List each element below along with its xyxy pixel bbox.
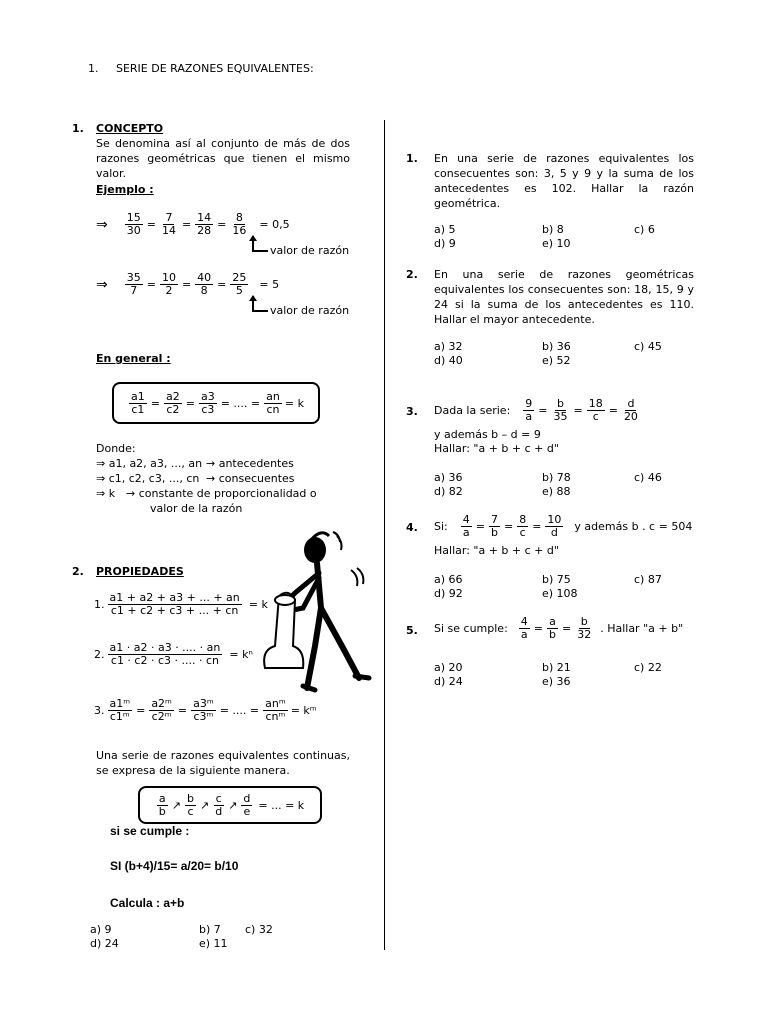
option: c) 46 bbox=[634, 471, 662, 484]
option: a) 5 bbox=[434, 223, 456, 236]
fraction: $\frac{40}{8}$ bbox=[197, 271, 212, 297]
column-divider bbox=[384, 120, 385, 950]
option: c) 32 bbox=[245, 923, 273, 936]
fraction: $\frac{35}{7}$ bbox=[126, 271, 141, 297]
fraction: b c bbox=[187, 791, 194, 818]
continuous-series-text: Una serie de razones equivalentes continuas, se expresa de la siguiente manera. bbox=[96, 749, 350, 777]
option: e) 88 bbox=[542, 485, 571, 498]
document-header bbox=[88, 62, 314, 75]
option: e) 52 bbox=[542, 354, 571, 367]
ratio-value: = 5 bbox=[259, 278, 280, 291]
option: a) 32 bbox=[434, 340, 463, 353]
example-1: ⇒ $\frac{15}{30}$ = $\frac{7}{14}$ = $\frac{14}{28}$ = $\frac{8}{16}$ = 0,5 bbox=[96, 211, 290, 237]
implies-arrow-icon: ⇒ bbox=[96, 216, 108, 233]
fraction: c d bbox=[215, 791, 223, 818]
option: c) 87 bbox=[634, 573, 662, 586]
option: e) 36 bbox=[542, 675, 571, 688]
donde-line-1a: ⇒ a1, a2, a3, ..., an bbox=[96, 457, 203, 470]
option: d) 24 bbox=[90, 937, 119, 950]
exercise-number: 3. bbox=[406, 405, 418, 418]
option: e) 11 bbox=[199, 937, 228, 950]
fraction: $\frac{4}{a}$ bbox=[462, 513, 470, 539]
fraction: a b bbox=[158, 791, 166, 818]
ratio-value: = 0,5 bbox=[259, 218, 290, 231]
section-title-propiedades: PROPIEDADES bbox=[96, 565, 184, 578]
implies-arrow-icon: ⇒ bbox=[96, 276, 108, 293]
section-number-propiedades: 2. bbox=[72, 565, 84, 578]
fraction: $\frac{8}{16}$ bbox=[232, 211, 247, 237]
option: d) 92 bbox=[434, 587, 463, 600]
option: b) 78 bbox=[542, 471, 571, 484]
exercise-question: Hallar: "a + b + c + d" bbox=[434, 442, 559, 455]
option: c) 6 bbox=[634, 223, 655, 236]
exercise-text: En una serie de razones equivalentes los consecuentes son: 3, 5 y 9 y la suma de los antecedentes es 102. Hallar la razón geométrica. bbox=[434, 152, 694, 210]
fraction: $\frac{a3}{c3}$ bbox=[200, 389, 215, 416]
option: d) 82 bbox=[434, 485, 463, 498]
exercise-condition: y además b – d = 9 bbox=[434, 428, 541, 441]
fraction: $\frac{an}{cn}$ bbox=[266, 389, 280, 416]
fraction: $\frac{7}{14}$ bbox=[161, 211, 176, 237]
ejemplo-label: Ejemplo : bbox=[96, 183, 154, 196]
option: d) 9 bbox=[434, 237, 456, 250]
continuous-series-box: a b ↗ b c ↗ c d ↗ $\frac{d}{e}$ = ... = k bbox=[138, 786, 322, 824]
property-1: 1. $\frac{a1 + a2 + a3 + ... + an}{c1 + c2 + c3 + ... + cn}$ = k bbox=[94, 591, 268, 617]
fraction: $\frac{a1 + a2 + a3 + ... + an}{c1 + c2 + c3 + ... + cn}$ bbox=[109, 591, 240, 617]
option: a) 66 bbox=[434, 573, 463, 586]
option: c) 45 bbox=[634, 340, 662, 353]
section-title-concepto: CONCEPTO bbox=[96, 122, 164, 135]
fraction: anᵐ cnᵐ bbox=[265, 697, 286, 723]
arrow-icon: ↗ bbox=[171, 798, 181, 812]
section-number-concepto: 1. bbox=[72, 122, 84, 135]
fraction: $\frac{d}{20}$ bbox=[623, 397, 638, 423]
fraction: $\frac{14}{28}$ bbox=[197, 211, 212, 237]
donde-label: Donde: bbox=[96, 442, 136, 455]
concepto-text: Se denomina así al conjunto de más de dos razones geométricas que tienen el mismo valor. bbox=[96, 137, 350, 180]
ratio-note: valor de razón bbox=[270, 304, 350, 317]
donde-line-3a: ⇒ k bbox=[96, 487, 116, 500]
fraction: $\frac{b}{35}$ bbox=[553, 397, 568, 423]
header-text: 1. SERIE DE RAZONES EQUIVALENTES: bbox=[88, 62, 314, 75]
fraction: $\frac{18}{c}$ bbox=[588, 397, 603, 423]
option: b) 8 bbox=[542, 223, 564, 236]
property-3: 3. $\frac{\text{a1ᵐ}}{\text{c1ᵐ}}$ = $\frac{\text{a2ᵐ}}{\text{c2ᵐ}}$ = $\frac{\text{a3ᵐ}}{\text{c3ᵐ}}$ = .... = anᵐ cnᵐ = kᵐ bbox=[94, 697, 317, 723]
fraction: $\frac{10}{2}$ bbox=[161, 271, 176, 297]
exercise-text: En una serie de razones geométricas equivalentes los consecuentes son: 18, 15, 9 y 24 si la suma de los antecedentes es 110. Hallar el mayor antecedente. bbox=[434, 268, 694, 326]
fraction: $\frac{7}{b}$ bbox=[490, 513, 498, 539]
option: e) 108 bbox=[542, 587, 578, 600]
option: a) 36 bbox=[434, 471, 463, 484]
general-formula-box: $\frac{a1}{c1}$ = $\frac{a2}{c2}$ = $\frac{a3}{c3}$ = .... = $\frac{an}{cn}$ = k bbox=[112, 382, 320, 424]
fraction: $\frac{8}{c}$ bbox=[519, 513, 527, 539]
donde-line-2b: → consecuentes bbox=[206, 472, 295, 485]
option: b) 36 bbox=[542, 340, 571, 353]
donde-line-1b: → antecedentes bbox=[206, 457, 294, 470]
fraction: $\frac{a1 \cdot a2 \cdot a3 \cdot .... \cdot an}{c1 \cdot c2 \cdot c3 \cdot .... \cdot cn}$ bbox=[109, 641, 221, 667]
donde-line-3b: → constante de proporcionalidad o bbox=[126, 487, 317, 500]
fraction: $\frac{b}{32}$ bbox=[577, 615, 592, 641]
option: a) 20 bbox=[434, 661, 463, 674]
si-se-cumple: si se cumple : bbox=[110, 824, 190, 838]
fraction: $\frac{9}{a}$ bbox=[525, 397, 533, 423]
fraction: $\frac{\text{a1ᵐ}}{\text{c1ᵐ}}$ bbox=[109, 697, 131, 723]
en-general-label: En general : bbox=[96, 352, 171, 365]
exercise-number: 1. bbox=[406, 152, 418, 165]
arrow-icon: ↗ bbox=[228, 798, 238, 812]
option: d) 24 bbox=[434, 675, 463, 688]
arrow-icon: ↗ bbox=[199, 798, 210, 812]
fraction: $\frac{\text{a3ᵐ}}{\text{c3ᵐ}}$ bbox=[193, 697, 214, 723]
fraction: $\frac{\text{a2ᵐ}}{\text{c2ᵐ}}$ bbox=[151, 697, 172, 723]
exercise-series: Si se cumple: $\frac{4}{a}$ = $\frac{a}{b}$ = $\frac{b}{32}$ . Hallar "a + b" bbox=[434, 615, 684, 641]
ratio-note: valor de razón bbox=[270, 244, 350, 257]
fraction: $\frac{15}{30}$ bbox=[126, 211, 141, 237]
exercise-number: 5. bbox=[406, 624, 418, 637]
option: e) 10 bbox=[542, 237, 571, 250]
option: b) 75 bbox=[542, 573, 571, 586]
option: a) 9 bbox=[90, 923, 112, 936]
fraction: $\frac{10}{d}$ bbox=[547, 513, 562, 539]
exercise-series: Dada la serie: $\frac{9}{a}$ = $\frac{b}{35}$ = $\frac{18}{c}$ = $\frac{d}{20}$ bbox=[434, 397, 638, 423]
up-arrow-icon bbox=[248, 234, 268, 254]
option: b) 7 bbox=[199, 923, 221, 936]
fraction: $\frac{4}{a}$ bbox=[520, 615, 528, 641]
fraction: $\frac{d}{e}$ bbox=[243, 791, 251, 818]
stick-figure-illustration bbox=[255, 528, 380, 708]
fraction: $\frac{a}{b}$ bbox=[549, 615, 556, 641]
fraction: $\frac{25}{5}$ bbox=[232, 271, 247, 297]
fraction: $\frac{a2}{c2}$ bbox=[166, 389, 180, 416]
donde-line-3c: valor de la razón bbox=[150, 502, 243, 515]
exercise-question: Hallar: "a + b + c + d" bbox=[434, 544, 559, 557]
option: d) 40 bbox=[434, 354, 463, 367]
option: b) 21 bbox=[542, 661, 571, 674]
calcula: Calcula : a+b bbox=[110, 896, 185, 910]
exercise-series: Si: $\frac{4}{a}$ = $\frac{7}{b}$ = $\frac{8}{c}$ = $\frac{10}{d}$ y además b . c = 504 bbox=[434, 513, 693, 539]
property-2: 2. $\frac{a1 \cdot a2 \cdot a3 \cdot .... \cdot an}{c1 \cdot c2 \cdot c3 \cdot .... \cdot cn}$ = kⁿ bbox=[94, 641, 253, 667]
example-2: ⇒ $\frac{35}{7}$ = $\frac{10}{2}$ = $\frac{40}{8}$ = $\frac{25}{5}$ = 5 bbox=[96, 271, 280, 297]
exercise-number: 2. bbox=[406, 268, 418, 281]
fraction: $\frac{a1}{c1}$ bbox=[131, 389, 145, 416]
option: c) 22 bbox=[634, 661, 662, 674]
exercise-number: 4. bbox=[406, 521, 418, 534]
up-arrow-icon bbox=[248, 294, 268, 314]
problem-equation: SI (b+4)/15= a/20= b/10 bbox=[110, 859, 239, 873]
donde-line-2a: ⇒ c1, c2, c3, ..., cn bbox=[96, 472, 200, 485]
